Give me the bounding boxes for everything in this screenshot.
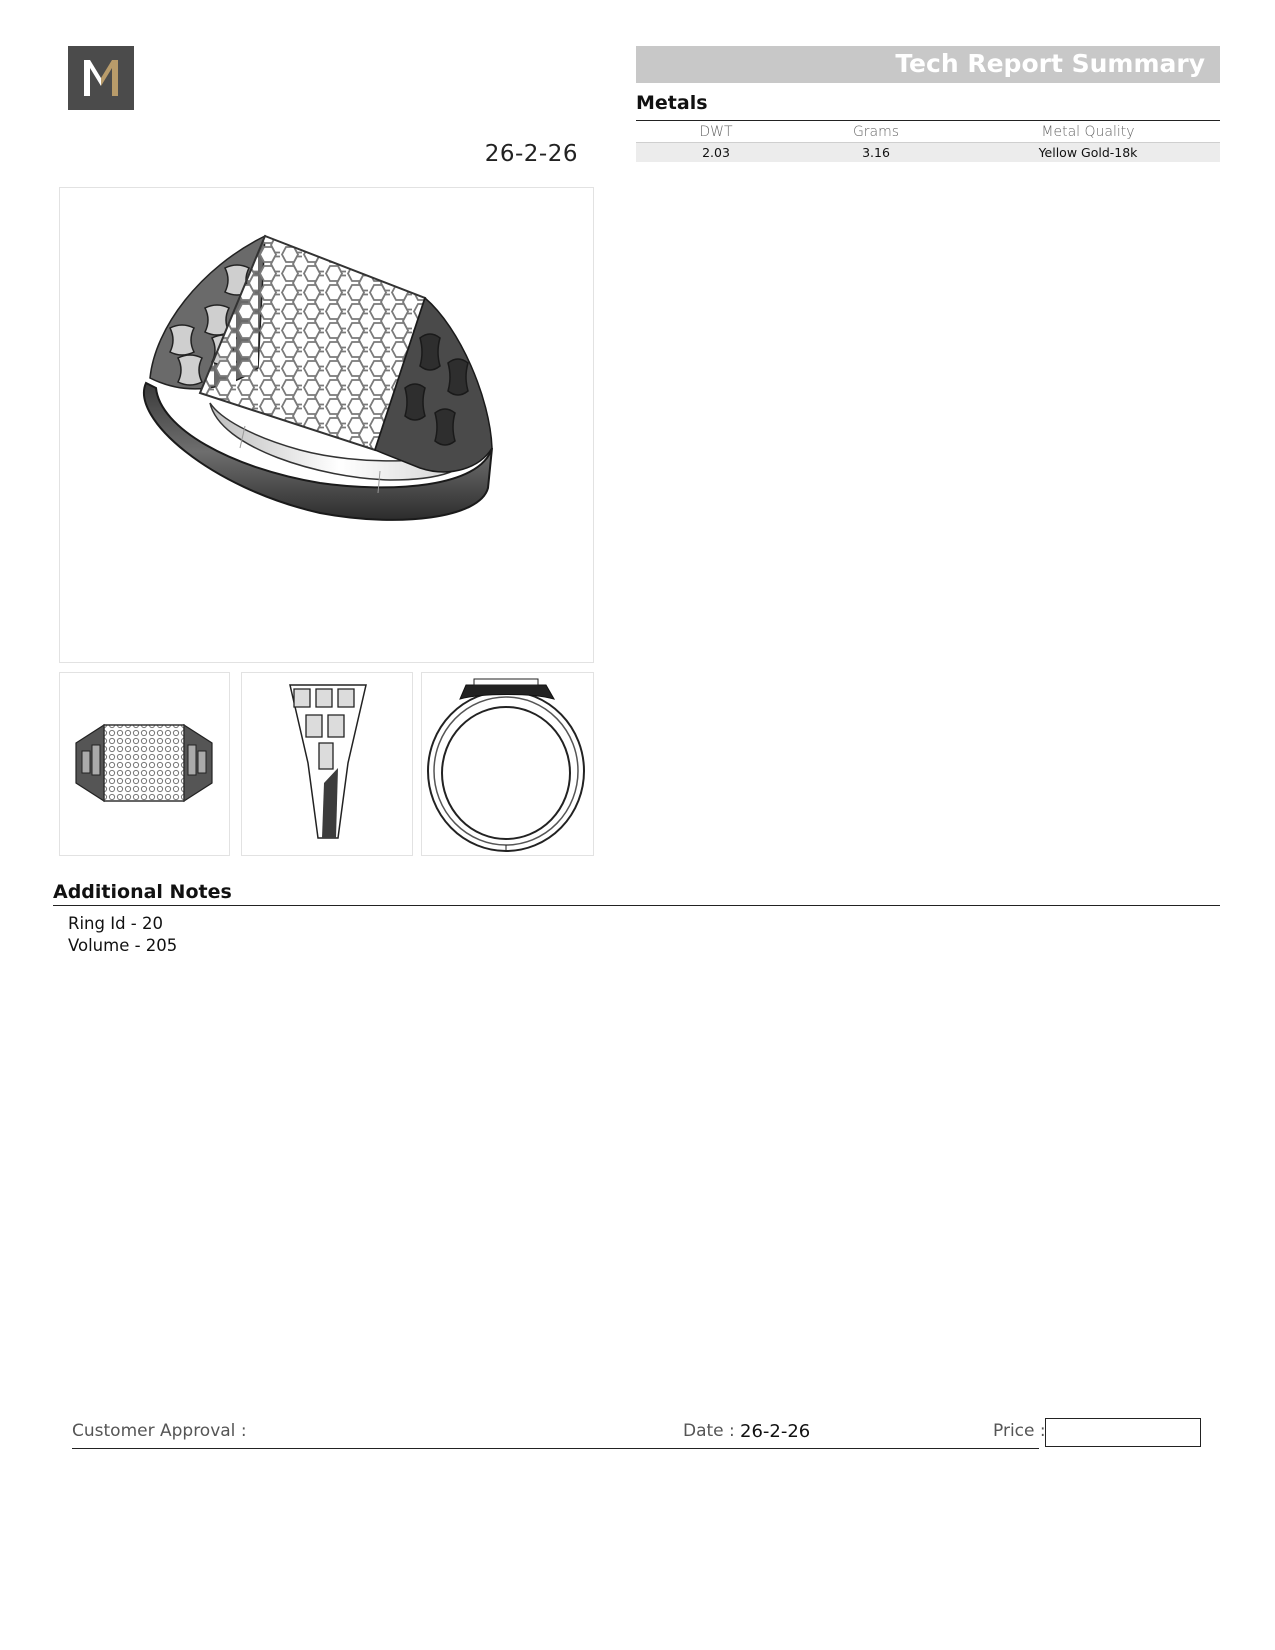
ring-perspective-render-icon xyxy=(60,188,593,662)
column-header-metal-quality: Metal Quality xyxy=(1041,124,1135,140)
ring-top-render-icon xyxy=(60,673,229,855)
notes-list xyxy=(68,913,177,957)
table-row xyxy=(636,143,1220,162)
ring-front-render-icon xyxy=(422,673,593,855)
date-label: Date : xyxy=(683,1421,735,1441)
customer-approval-label: Customer Approval : xyxy=(72,1421,247,1441)
ring-side-render-icon xyxy=(242,673,412,855)
report-title: Tech Report Summary xyxy=(895,49,1205,78)
column-header-dwt: DWT xyxy=(699,124,733,140)
signature-line[interactable] xyxy=(72,1448,1039,1449)
note-line-ring-id: Ring Id - 20 xyxy=(68,914,164,933)
metals-header-row xyxy=(636,122,1220,142)
company-logo xyxy=(68,46,134,110)
ring-top-view xyxy=(59,672,230,856)
price-label: Price : xyxy=(993,1421,1046,1441)
ring-side-view xyxy=(241,672,413,856)
cell-grams: 3.16 xyxy=(862,145,890,160)
metals-divider xyxy=(636,120,1220,121)
document-id: 26-2-26 xyxy=(484,141,578,167)
notes-divider xyxy=(53,905,1220,906)
date-value: 26-2-26 xyxy=(740,1421,811,1442)
price-field[interactable] xyxy=(1045,1418,1201,1447)
metals-heading: Metals xyxy=(636,92,708,114)
metals-table xyxy=(636,122,1220,162)
column-header-grams: Grams xyxy=(852,124,900,140)
ring-front-view xyxy=(421,672,594,856)
report-header-bar xyxy=(636,46,1220,83)
note-line-volume: Volume - 205 xyxy=(68,936,178,955)
cell-dwt: 2.03 xyxy=(702,145,730,160)
notes-heading: Additional Notes xyxy=(53,881,232,903)
cell-metal-quality: Yellow Gold-18k xyxy=(1038,145,1138,160)
ring-perspective-view xyxy=(59,187,594,663)
